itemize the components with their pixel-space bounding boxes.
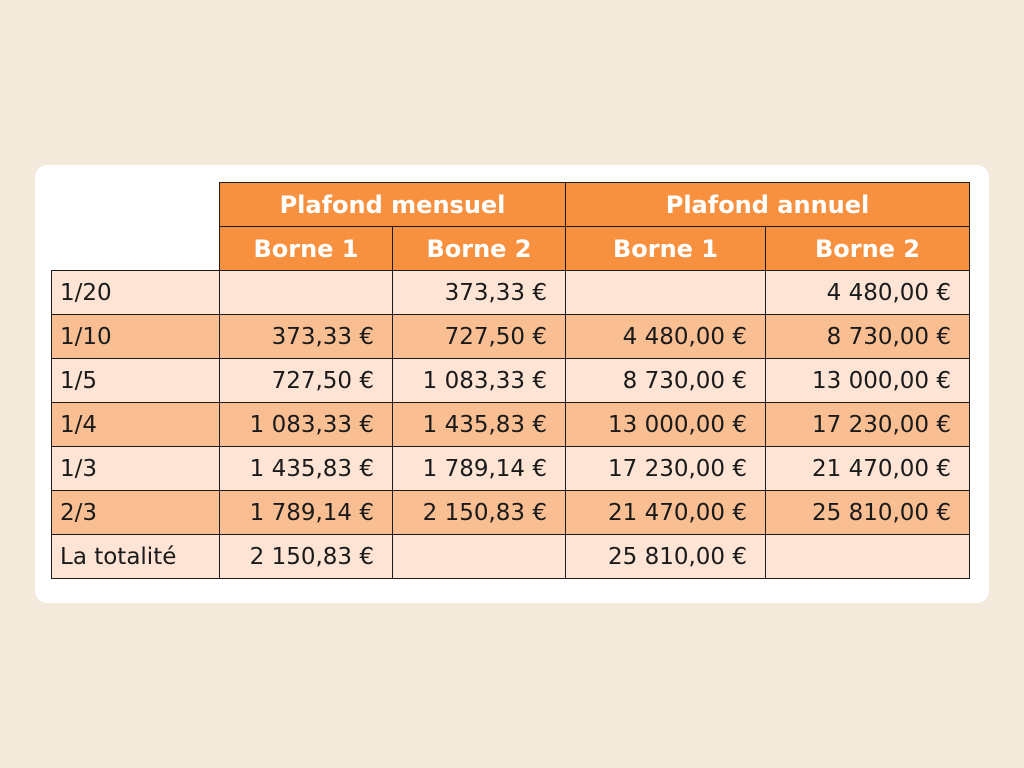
row-label: 1/3 [52,447,220,491]
table-row [52,447,970,491]
header-annuel-borne-2: Borne 2 [766,227,970,271]
header-plafond-annuel: Plafond annuel [566,183,970,227]
cell-annuel-borne-2: 4 480,00 € [766,271,970,315]
row-label: 1/5 [52,359,220,403]
row-label: 1/20 [52,271,220,315]
row-label: La totalité [52,535,220,579]
cell-annuel-borne-1: 13 000,00 € [566,403,766,447]
cell-annuel-borne-1: 8 730,00 € [566,359,766,403]
cell-mensuel-borne-1: 727,50 € [220,359,393,403]
cell-mensuel-borne-2: 1 435,83 € [393,403,566,447]
cell-mensuel-borne-1: 2 150,83 € [220,535,393,579]
table-row [52,315,970,359]
cell-mensuel-borne-1: 1 083,33 € [220,403,393,447]
cell-annuel-borne-2: 17 230,00 € [766,403,970,447]
cell-annuel-borne-1: 17 230,00 € [566,447,766,491]
table-card [35,165,989,603]
cell-mensuel-borne-2: 1 789,14 € [393,447,566,491]
cell-mensuel-borne-2 [393,535,566,579]
header-plafond-mensuel: Plafond mensuel [220,183,566,227]
header-annuel-borne-1: Borne 1 [566,227,766,271]
cell-mensuel-borne-1: 373,33 € [220,315,393,359]
cell-annuel-borne-1 [566,271,766,315]
header-mensuel-borne-1: Borne 1 [220,227,393,271]
cell-annuel-borne-1: 21 470,00 € [566,491,766,535]
cell-annuel-borne-2: 25 810,00 € [766,491,970,535]
table-row [52,535,970,579]
header-mensuel-borne-2: Borne 2 [393,227,566,271]
cell-mensuel-borne-2: 727,50 € [393,315,566,359]
cell-mensuel-borne-2: 1 083,33 € [393,359,566,403]
cell-mensuel-borne-1: 1 789,14 € [220,491,393,535]
cell-mensuel-borne-1: 1 435,83 € [220,447,393,491]
cell-annuel-borne-2: 8 730,00 € [766,315,970,359]
table-row [52,491,970,535]
cell-annuel-borne-2: 21 470,00 € [766,447,970,491]
plafonds-table [51,182,970,579]
cell-mensuel-borne-2: 2 150,83 € [393,491,566,535]
cell-annuel-borne-2: 13 000,00 € [766,359,970,403]
row-label: 1/10 [52,315,220,359]
cell-annuel-borne-2 [766,535,970,579]
cell-annuel-borne-1: 4 480,00 € [566,315,766,359]
table-row [52,403,970,447]
cell-mensuel-borne-2: 373,33 € [393,271,566,315]
table-row [52,271,970,315]
corner-cell [52,183,220,271]
group-header-row [52,183,970,227]
table-row [52,359,970,403]
row-label: 2/3 [52,491,220,535]
cell-mensuel-borne-1 [220,271,393,315]
row-label: 1/4 [52,403,220,447]
cell-annuel-borne-1: 25 810,00 € [566,535,766,579]
